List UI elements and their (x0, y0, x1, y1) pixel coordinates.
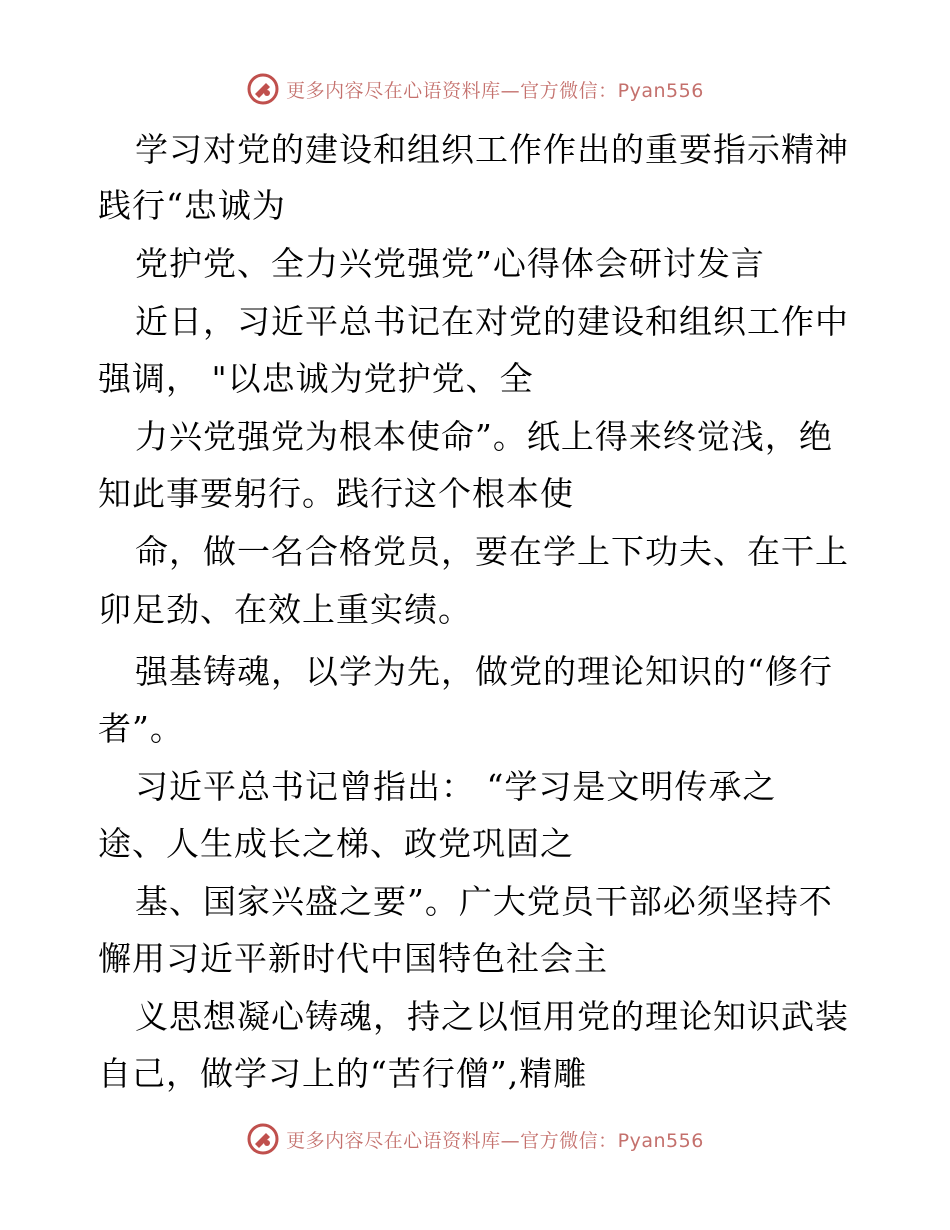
text-line: 力兴党强党为根本使命”。纸上得来终觉浅，绝 (135, 417, 833, 456)
header-watermark-banner (0, 72, 950, 106)
text-line: 命，做一名合格党员，要在学上下功夫、在干上 (135, 532, 849, 571)
text-line: 基、国家兴盛之要”。广大党员干部必须坚持不 (135, 882, 833, 921)
footer-watermark-banner (0, 1122, 950, 1156)
text-line: 强调， "以忠诚为党护党、全 (98, 359, 534, 398)
text-line: 学习对党的建设和组织工作作出的重要指示精神 (135, 130, 849, 169)
watermark-text: 更多内容尽在心语资料库—官方微信：Pyan556 (286, 1129, 704, 1152)
red-stamp-logo-icon (246, 1122, 280, 1156)
text-line: 强基铸魂，以学为先，做党的理论知识的“修行 (135, 652, 833, 691)
watermark-text: 更多内容尽在心语资料库—官方微信：Pyan556 (286, 79, 704, 102)
text-line: 懈用习近平新时代中国特色社会主 (98, 939, 608, 978)
text-line: 党护党、全力兴党强党”心得体会研讨发言 (135, 244, 765, 283)
text-line: 近日，习近平总书记在对党的建设和组织工作中 (135, 302, 849, 341)
text-line: 知此事要躬行。践行这个根本使 (98, 474, 574, 513)
text-line: 义思想凝心铸魂，持之以恒用党的理论知识武装 (135, 997, 849, 1036)
text-line: 习近平总书记曾指出： “学习是文明传承之 (135, 767, 777, 806)
red-stamp-logo-icon (246, 72, 280, 106)
text-line: 途、人生成长之梯、政党巩固之 (98, 824, 574, 863)
text-line: 者”。 (98, 709, 184, 748)
text-line: 自己，做学习上的“苦行僧”,精雕 (98, 1054, 588, 1093)
text-line: 践行“忠诚为 (98, 186, 286, 225)
text-line: 卯足劲、在效上重实绩。 (98, 590, 472, 629)
